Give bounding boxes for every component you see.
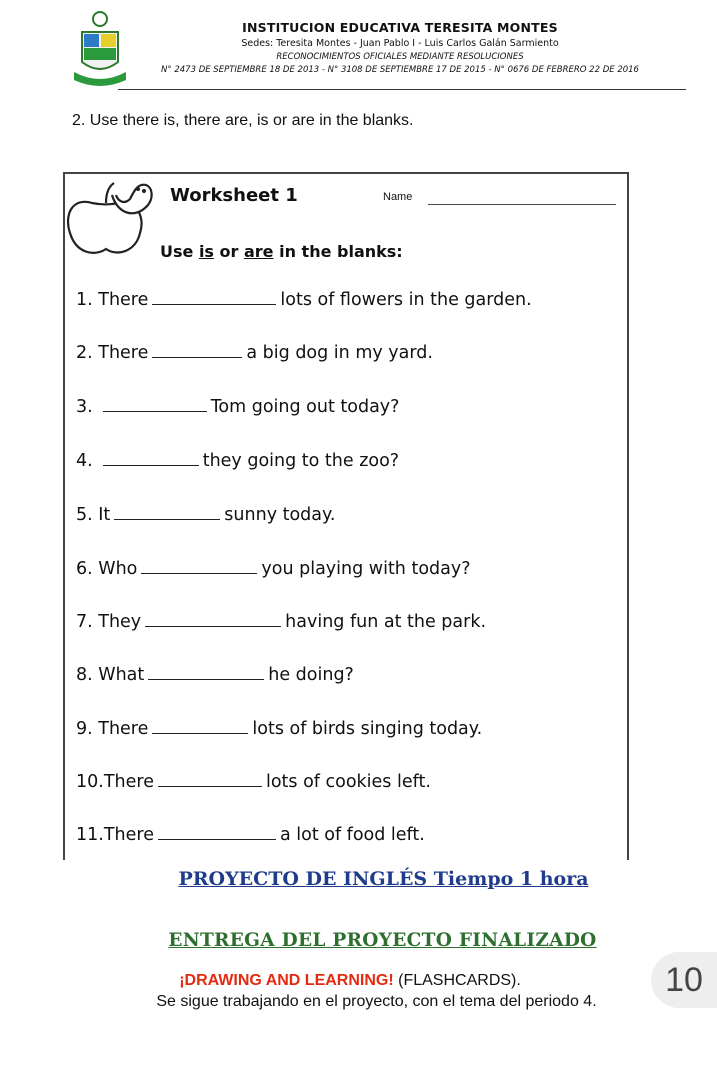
question-1: 1. There lots of flowers in the garden. [76,290,532,310]
exercise-instruction: 2. Use there is, there are, is or are in the blanks. [72,112,414,129]
answer-blank[interactable] [141,559,257,574]
worksheet-title: Worksheet 1 [170,185,298,206]
apple-worm-icon [62,175,157,265]
name-blank-line [428,204,616,205]
project-delivery-heading: ENTREGA DEL PROYECTO FINALIZADO [168,930,597,951]
project-name-line [0,972,700,990]
question-8: 8. What he doing? [76,665,354,685]
school-name: INSTITUCION EDUCATIVA TERESITA MONTES [242,20,558,35]
project-title: PROYECTO DE INGLÉS Tiempo 1 hora [178,868,589,890]
question-9: 9. There lots of birds singing today. [76,719,483,739]
school-sedes: Sedes: Teresita Montes - Juan Pablo I - Luis Carlos Galán Sarmiento [241,38,559,49]
school-resolutions: N° 2473 DE SEPTIEMBRE 18 DE 2013 - N° 3108 DE SEPTIEMBRE 17 DE 2015 - N° 0676 DE FEBRERO 22 DE 2016 [161,65,639,75]
header-divider [118,89,686,90]
project-type: (FLASHCARDS). [393,972,521,989]
project-note: Se sigue trabajando en el proyecto, con el tema del periodo 4. [156,993,597,1010]
question-2: 2. There a big dog in my yard. [76,343,433,363]
page-number-badge: 10 [651,952,717,1008]
answer-blank[interactable] [145,612,281,627]
question-11: 11.There a lot of food left. [76,825,425,845]
answer-blank[interactable] [152,719,248,734]
school-recognitions: RECONOCIMIENTOS OFICIALES MEDIANTE RESOLUCIONES [276,52,524,62]
question-7: 7. They having fun at the park. [76,612,487,632]
answer-blank[interactable] [158,772,262,787]
question-6: 6. Who you playing with today? [76,559,471,579]
answer-blank[interactable] [114,505,220,520]
answer-blank[interactable] [158,825,276,840]
worksheet-instruction: Use is or are in the blanks: [160,242,403,261]
school-crest-logo [70,10,130,92]
question-4: 4. they going to the zoo? [76,451,400,471]
name-label: Name [383,191,413,203]
answer-blank[interactable] [152,290,276,305]
answer-blank[interactable] [152,343,242,358]
project-name: ¡DRAWING AND LEARNING! [179,972,394,989]
question-10: 10.There lots of cookies left. [76,772,431,792]
answer-blank[interactable] [103,397,207,412]
question-5: 5. It sunny today. [76,505,336,525]
answer-blank[interactable] [103,451,199,466]
question-3: 3. Tom going out today? [76,397,400,417]
answer-blank[interactable] [148,665,264,680]
